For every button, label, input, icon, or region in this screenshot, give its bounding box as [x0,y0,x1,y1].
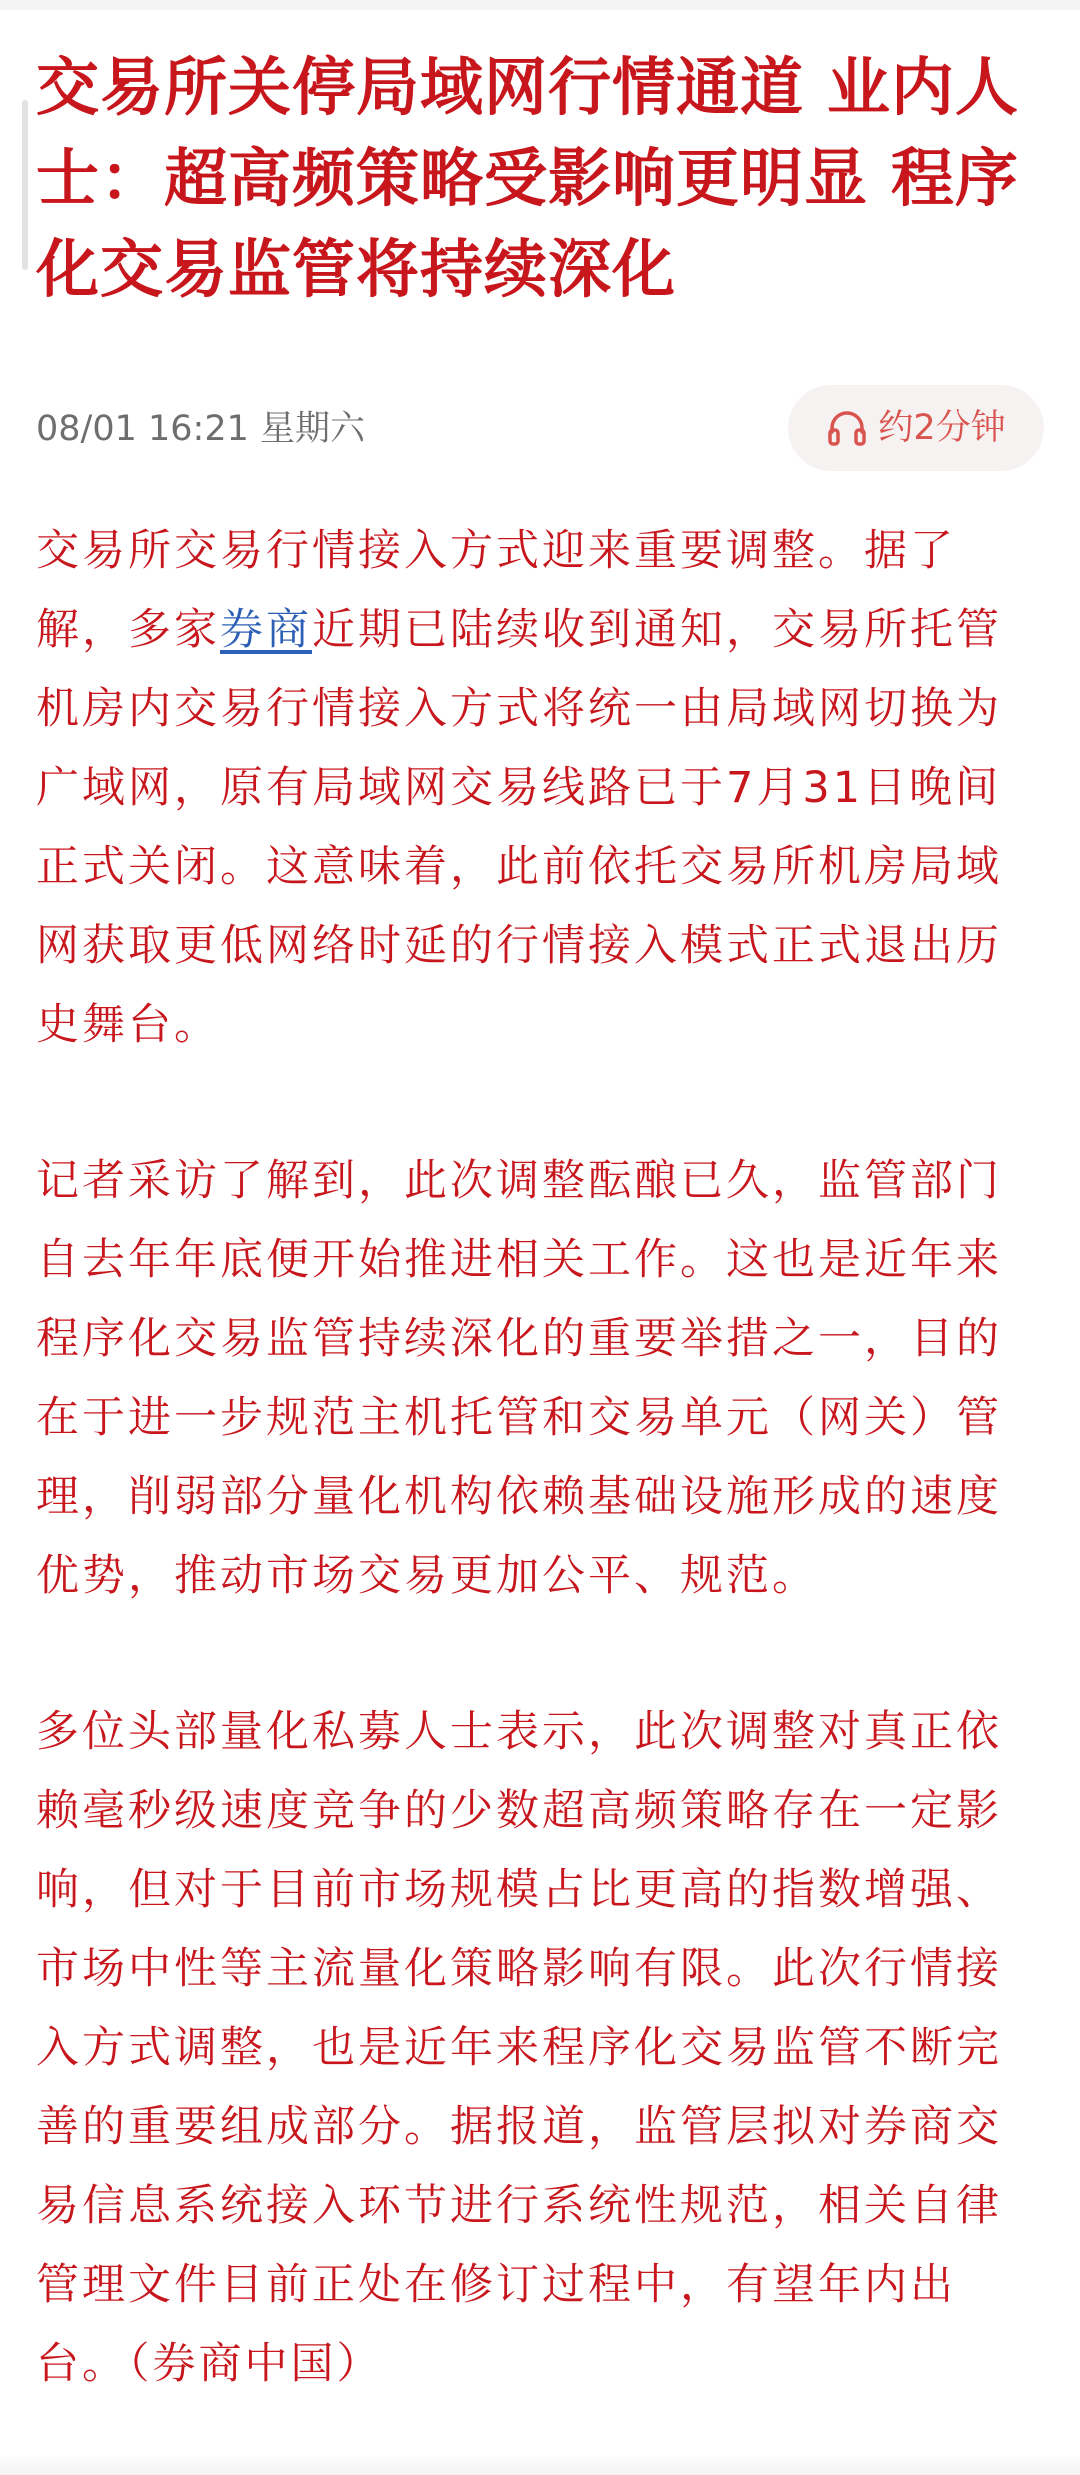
bottom-edge [0,2455,1080,2475]
article-paragraph-3: 多位头部量化私募人士表示，此次调整对真正依赖毫秒级速度竞争的少数超高频策略存在一定影响，但对于目前市场规模占比更高的指数增强、市场中性等主流量化策略影响有限。此次行情接入方式调整，也是近年来程序化交易监管不断完善的重要组成部分。据报道，监管层拟对券商交易信息系统接入环节进行系统性规范，相关自律管理文件目前正处在修订过程中，有望年内出台。（券商中国） [36,1707,1002,2389]
article-paragraph-1 [36,512,1046,1065]
broker-link[interactable]: 券商 [220,605,312,655]
article-meta [36,385,1044,473]
listen-duration-label: 约2分钟 [878,408,1006,448]
article-paragraph-2: 记者采访了解到，此次调整酝酿已久，监管部门自去年年底便开始推进相关工作。这也是近年来程序化交易监管持续深化的重要举措之一，目的在于进一步规范主机托管和交易单元（网关）管理，削弱部分量化机构依赖基础设施形成的速度优势，推动市场交易更加公平、规范。 [36,1156,1002,1601]
scroll-indicator [22,100,28,270]
publish-time: 08/01 16:21 星期六 [36,409,365,449]
listen-button[interactable] [788,385,1044,471]
article-title: 交易所关停局域网行情通道 业内人士：超高频策略受影响更明显 程序化交易监管将持续深化 [36,51,1019,306]
paragraph-1-text-a: 交易所交易行情接入方式迎来重要调整。据了解，多家 [36,526,956,655]
headphones-icon [826,408,868,448]
paragraph-1-text-b: 近期已陆续收到通知，交易所托管机房内交易行情接入方式将统一由局域网切换为广域网，原有局域网交易线路已于7月31日晚间正式关闭。这意味着，此前依托交易所机房局域网获取更低网络时延的行情接入模式正式退出历史舞台。 [36,605,1002,1050]
top-divider [0,0,1080,10]
